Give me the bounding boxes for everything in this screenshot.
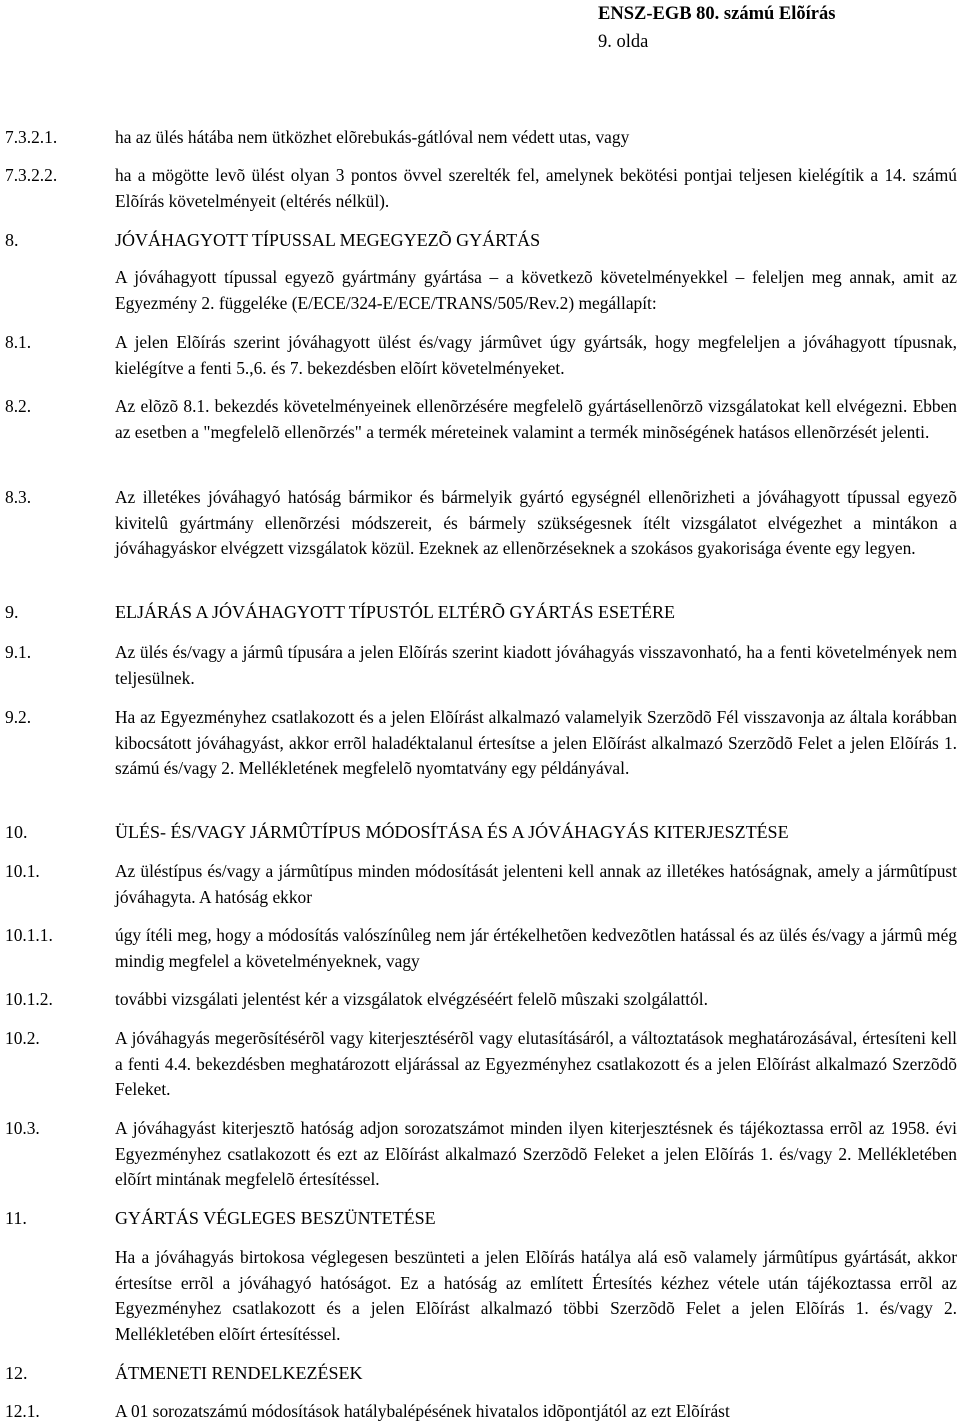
paragraph-text: A jóváhagyás megerõsítésérõl vagy kiterjesztésérõl vagy elutasításáról, a változtatások meghatározásával, értesíteni kell a fenti 4.4. bekezdésben meghatározott eljárással az Egyezményhez csatlakozott és a jelen Elõírást alkalmazó Szerzõdõ Feleket. <box>115 1028 957 1100</box>
section-title: GYÁRTÁS VÉGLEGES BESZÜNTETÉSE <box>115 1208 436 1228</box>
paragraph-10-3 <box>5 1116 957 1193</box>
paragraph-number: 8.3. <box>5 487 32 507</box>
paragraph-number: 10.2. <box>5 1028 40 1048</box>
paragraph-text: Az elõzõ 8.1. bekezdés követelményeinek ellenõrzésére megfelelõ gyártásellenõrzõ vizsgálatokat kell elvégezni. Ebben az esetben a "megfelelõ ellenõrzés" a termék méreteinek valamint a termék minõségének hatásos ellenõrzését jelenti. <box>115 396 957 442</box>
paragraph-number: 7.3.2.2. <box>5 165 58 185</box>
section-heading-11 <box>5 1206 957 1232</box>
paragraph-8-2 <box>5 394 957 445</box>
paragraph-text: A jóváhagyott típussal egyezõ gyártmány gyártása – a következõ követelményekkel – feleljen meg annak, amit az Egyezmény 2. függeléke (E/ECE/324-E/ECE/TRANS/505/Rev.2) megállapít: <box>115 267 957 313</box>
paragraph-number: 10.1. <box>5 861 40 881</box>
paragraph-8-intro <box>5 265 957 316</box>
paragraph-text: ha az ülés hátába nem ütközhet elõrebukás-gátlóval nem védett utas, vagy <box>115 127 630 147</box>
page-number: 9. olda <box>598 32 649 52</box>
paragraph-number: 7.3.2.1. <box>5 127 58 147</box>
paragraph-text: úgy ítéli meg, hogy a módosítás valószínûleg nem jár értékelhetõen kedvezõtlen hatással és az ülés és/vagy a jármû még mindig megfelel a követelményeknek, vagy <box>115 925 957 971</box>
paragraph-7-3-2-1 <box>5 125 957 151</box>
section-heading-9 <box>5 600 957 626</box>
section-heading-12 <box>5 1361 957 1387</box>
paragraph-7-3-2-2 <box>5 163 957 214</box>
section-title: JÓVÁHAGYOTT TÍPUSSAL MEGEGYEZÕ GYÁRTÁS <box>115 230 541 250</box>
paragraph-text: Ha a jóváhagyás birtokosa véglegesen beszünteti a jelen Elõírás hatálya alá esõ valamely jármûtípus gyártását, akkor értesítse errõl a jóváhagyó hatóságot. Ez a hatóság az említett Értesítés kézhez vétele után tájékoztassa errõl az Egyezményhez csatlakozott és a jelen Elõírást alkalmazó többi Szerzõdõ Felet a jelen Elõírás 1. és/vagy 2. Mellékletében elõírt értesítéssel. <box>115 1247 957 1344</box>
paragraph-8-1 <box>5 330 957 381</box>
paragraph-10-1-2 <box>5 987 957 1013</box>
section-number: 11. <box>5 1208 27 1228</box>
paragraph-text: Az üléstípus és/vagy a jármûtípus minden módosítását jelenteni kell annak az illetékes hatóságnak, amely a jármûtípust jóváhagyta. A hatóság ekkor <box>115 861 957 907</box>
paragraph-number: 12.1. <box>5 1401 40 1421</box>
section-title: ÁTMENETI RENDELKEZÉSEK <box>115 1363 363 1383</box>
section-number: 9. <box>5 602 19 622</box>
paragraph-text: Ha az Egyezményhez csatlakozott és a jelen Elõírást alkalmazó valamelyik Szerzõdõ Fél visszavonja az általa korábban kibocsátott jóváhagyást, akkor errõl haladéktalanul értesítse a jelen Elõírást alkalmazó Szerzõdõ Felet a jelen Elõírás 1. számú és/vagy 2. Mellékletének megfelelõ nyomtatvány egy példányával. <box>115 707 957 779</box>
paragraph-number: 10.3. <box>5 1118 40 1138</box>
section-number: 10. <box>5 822 28 842</box>
paragraph-8-3 <box>5 485 957 562</box>
paragraph-text: A jóváhagyást kiterjesztõ hatóság adjon sorozatszámot minden ilyen kiterjesztésnek és tájékoztassa errõl az 1958. évi Egyezményhez csatlakozott és ezt az Elõírást alkalmazó Szerzõdõ Feleket a jelen Elõírás 1. és/vagy 2. Mellékletében elõírt mintának megfelelõ értesítéssel. <box>115 1118 957 1190</box>
page-header <box>598 0 898 54</box>
paragraph-12-1 <box>5 1399 957 1425</box>
paragraph-text: további vizsgálati jelentést kér a vizsgálatok elvégzéséért felelõ mûszaki szolgálattól. <box>115 989 708 1009</box>
paragraph-11-body <box>5 1245 957 1347</box>
section-title: ELJÁRÁS A JÓVÁHAGYOTT TÍPUSTÓL ELTÉRÕ GYÁRTÁS ESETÉRE <box>115 602 675 622</box>
paragraph-number: 8.2. <box>5 396 32 416</box>
paragraph-text: A 01 sorozatszámú módosítások hatálybalépésének hivatalos idõpontjától az ezt Elõírást <box>115 1401 730 1421</box>
section-heading-10 <box>5 820 957 846</box>
paragraph-10-2 <box>5 1026 957 1103</box>
paragraph-number: 9.2. <box>5 707 32 727</box>
paragraph-10-1-1 <box>5 923 957 974</box>
paragraph-number: 8.1. <box>5 332 32 352</box>
paragraph-number: 10.1.1. <box>5 925 53 945</box>
paragraph-text: Az illetékes jóváhagyó hatóság bármikor és bármelyik gyártó egységnél ellenõrizheti a jóváhagyott típussal egyezõ kivitelû gyártmány ellenõrzési módszereit, és bármely szükségesnek ítélt vizsgálatot elvégezhet a mintákon a jóváhagyáskor elvégzett vizsgálatok közül. Ezeknek az ellenõrzéseknek a szokásos gyakorisága évente egy legyen. <box>115 487 957 559</box>
paragraph-9-2 <box>5 705 957 782</box>
paragraph-text: A jelen Elõírás szerint jóváhagyott ülést és/vagy jármûvet úgy gyártsák, hogy megfeleljen a jóváhagyott típusnak, kielégítve a fenti 5.,6. és 7. bekezdésben elõírt követelményeket. <box>115 332 957 378</box>
regulation-title: ENSZ-EGB 80. számú Elõírás <box>598 4 836 24</box>
paragraph-text: ha a mögötte levõ ülést olyan 3 pontos övvel szerelték fel, amelynek bekötési pontjai teljesen kielégítik a 14. számú Elõírás követelményeit (eltérés nélkül). <box>115 165 957 211</box>
paragraph-number: 9.1. <box>5 642 32 662</box>
paragraph-9-1 <box>5 640 957 691</box>
section-title: ÜLÉS- ÉS/VAGY JÁRMÛTÍPUS MÓDOSÍTÁSA ÉS A JÓVÁHAGYÁS KITERJESZTÉSE <box>115 822 789 842</box>
paragraph-10-1 <box>5 859 957 910</box>
section-number: 8. <box>5 230 19 250</box>
section-number: 12. <box>5 1363 28 1383</box>
paragraph-number: 10.1.2. <box>5 989 53 1009</box>
paragraph-text: Az ülés és/vagy a jármû típusára a jelen Elõírás szerint kiadott jóváhagyás visszavonható, ha a fenti követelmények nem teljesülnek. <box>115 642 957 688</box>
section-heading-8 <box>5 228 957 254</box>
